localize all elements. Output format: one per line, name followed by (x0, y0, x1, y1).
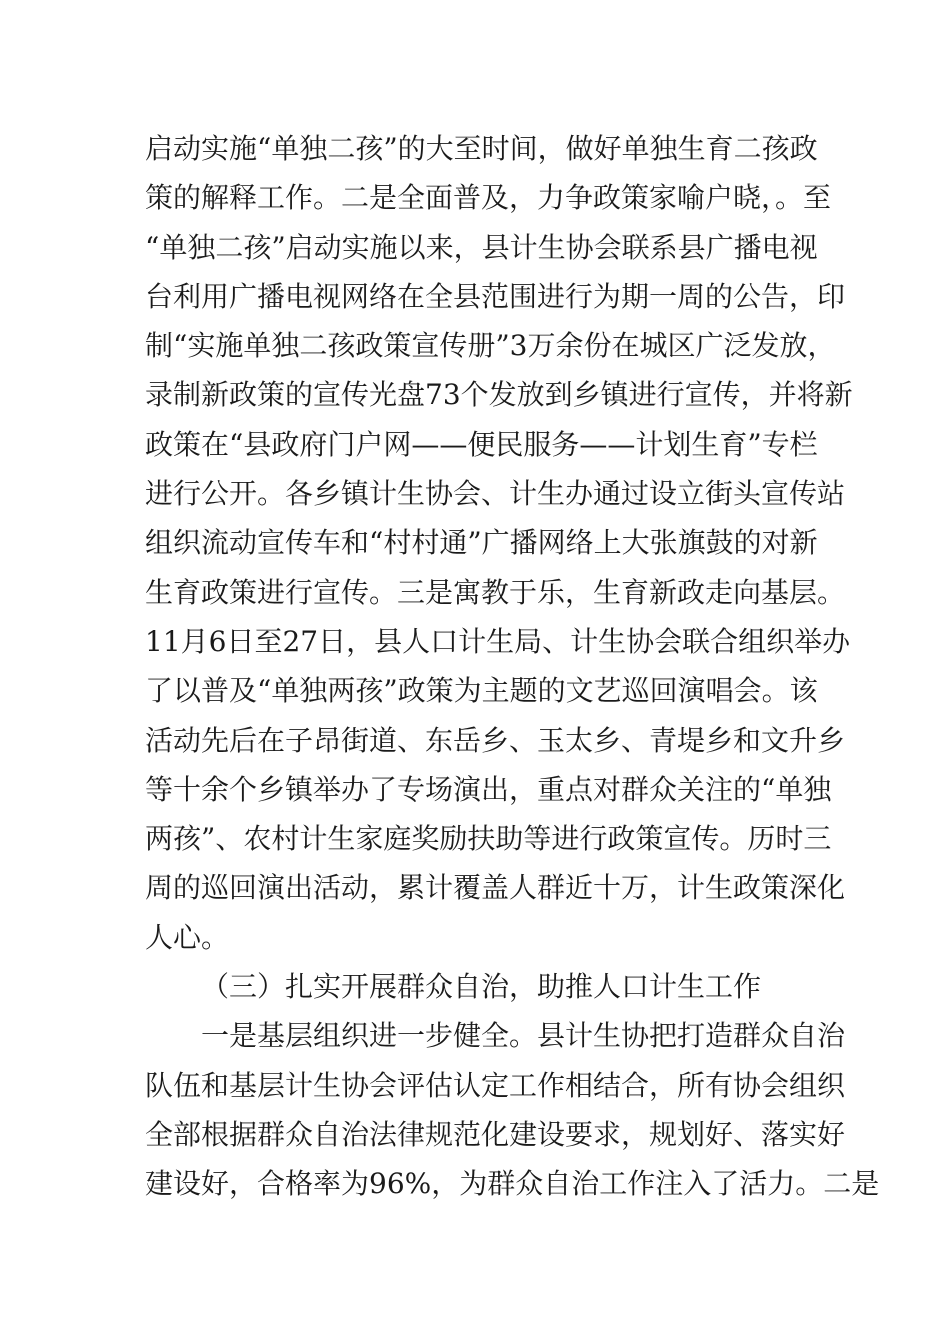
text-line: 组织流动宣传车和“村村通”广播网络上大张旗鼓的对新 (145, 526, 818, 560)
text-line: 活动先后在子昂街道、东岳乡、玉太乡、青堤乡和文升乡 (145, 723, 846, 757)
text-line: 进行公开。各乡镇计生协会、计生办通过设立街头宣传站 (145, 477, 846, 511)
text-line: 两孩”、农村计生家庭奖励扶助等进行政策宣传。历时三 (145, 822, 832, 856)
paragraph-first-line: 一是基层组织进一步健全。县计生协把打造群众自治 (201, 1019, 846, 1053)
text-line: 周的巡回演出活动，累计覆盖人群近十万，计生政策深化 (145, 871, 846, 905)
text-line: 启动实施“单独二孩”的大至时间，做好单独生育二孩政 (145, 132, 818, 165)
text-line: 录制新政策的宣传光盘73个发放到乡镇进行宣传，并将新 (145, 378, 853, 412)
text-line: 队伍和基层计生协会评估认定工作相结合，所有协会组织 (145, 1068, 846, 1102)
text-line: 政策在“县政府门户网——便民服务——计划生育”专栏 (145, 427, 818, 461)
text-line: 11月6日至27日，县人口计生局、计生协会联合组织举办 (145, 624, 851, 658)
text-line: 策的解释工作。二是全面普及，力争政策家喻户晓，。至 (145, 181, 832, 215)
text-line: “单独二孩”启动实施以来，县计生协会联系县广播电视 (145, 230, 818, 264)
text-line: 人心。 (145, 920, 230, 954)
text-line: 生育政策进行宣传。三是寓教于乐，生育新政走向基层。 (145, 575, 846, 609)
text-line: 了以普及“单独两孩”政策为主题的文艺巡回演唱会。该 (145, 674, 818, 708)
section-heading: （三）扎实开展群众自治，助推人口计生工作 (201, 970, 762, 1004)
text-line: 台利用广播电视网络在全县范围进行为期一周的公告，印 (145, 279, 846, 313)
text-line: 制“实施单独二孩政策宣传册”3万余份在城区广泛发放， (145, 329, 836, 363)
document-body (145, 124, 880, 1209)
text-line: 全部根据群众自治法律规范化建设要求，规划好、落实好 (145, 1117, 846, 1151)
text-line: 建设好，合格率为96%，为群众自治工作注入了活力。二是 (145, 1167, 880, 1201)
text-line: 等十余个乡镇举办了专场演出，重点对群众关注的“单独 (145, 772, 832, 806)
